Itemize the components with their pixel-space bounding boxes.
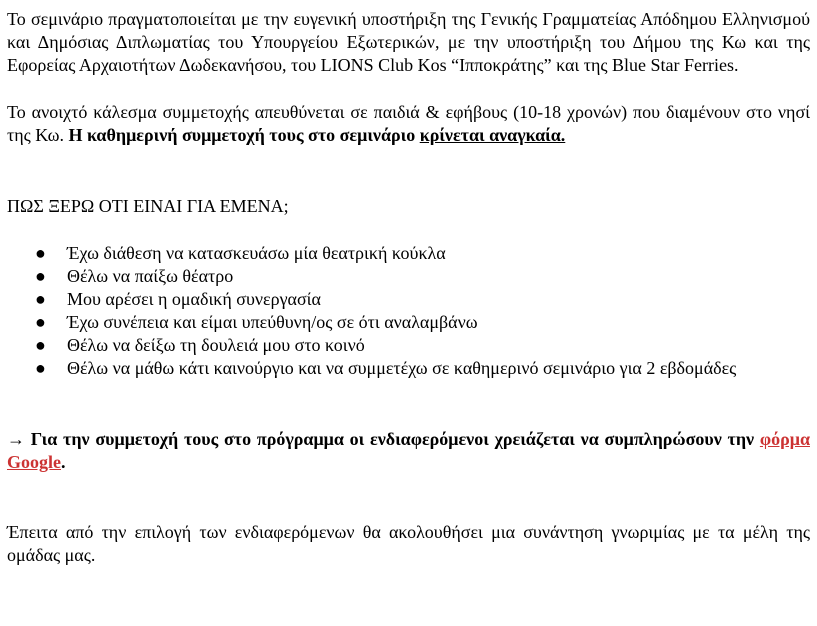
- sponsors-paragraph: Το σεμινάριο πραγματοποιείται με την ευγενική υποστήριξη της Γενικής Γραμματείας Απόδημου Ελληνισμού και Δημόσιας Διπλωματίας του Υπουργείου Εξωτερικών, με την υποστήριξη του Δήμου της Κω και της Εφορείας Αρχαιοτήτων Δωδεκανήσου, του LIONS Club Kos “Ιπποκράτης” και της Blue Star Ferries.: [7, 9, 810, 75]
- form-paragraph-text: Για την συμμετοχή τους στο πρόγραμμα οι ενδιαφερόμενοι χρειάζεται να συμπληρώσουν την: [30, 429, 760, 449]
- form-paragraph: [7, 428, 810, 474]
- section-heading: ΠΩΣ ΞΕΡΩ ΟΤΙ ΕΙΝΑΙ ΓΙΑ ΕΜΕΝΑ;: [7, 196, 289, 216]
- arrow-icon: →: [7, 429, 31, 449]
- call-bold-underlined-text: κρίνεται αναγκαία.: [419, 125, 566, 145]
- list-item: [7, 311, 810, 334]
- list-item: [7, 334, 810, 357]
- google-form-link[interactable]: φόρμα Google: [7, 429, 810, 472]
- list-item: [7, 242, 810, 265]
- form-paragraph-end: .: [61, 452, 66, 472]
- criteria-list: [7, 242, 810, 380]
- final-paragraph: Έπειτα από την επιλογή των ενδιαφερόμενων θα ακολουθήσει μια συνάντηση γνωριμίας με τα μέλη της ομάδας μας.: [7, 522, 810, 565]
- bullet-icon: ●: [35, 335, 46, 355]
- list-item-text: Θέλω να δείξω τη δουλειά μου στο κοινό: [67, 335, 365, 355]
- bullet-icon: ●: [35, 312, 46, 332]
- list-item: [7, 357, 810, 380]
- bullet-icon: ●: [35, 243, 46, 263]
- document-page: [7, 8, 810, 567]
- list-item: [7, 265, 810, 288]
- bullet-icon: ●: [35, 358, 46, 378]
- list-item-text: Έχω διάθεση να κατασκευάσω μία θεατρική κούκλα: [67, 243, 446, 263]
- bullet-icon: ●: [35, 289, 46, 309]
- list-item-text: Έχω συνέπεια και είμαι υπεύθυνη/ος σε ότι αναλαμβάνω: [67, 312, 478, 332]
- list-item-text: Μου αρέσει η ομαδική συνεργασία: [67, 289, 321, 309]
- call-bold-text: Η καθημερινή συμμετοχή τους στο σεμινάριο: [68, 125, 420, 145]
- list-item-text: Θέλω να παίξω θέατρο: [67, 266, 234, 286]
- call-paragraph: [7, 101, 810, 147]
- list-item: [7, 288, 810, 311]
- call-text: Το ανοιχτό κάλεσμα συμμετοχής απευθύνεται σε παιδιά & εφήβους (10-18 χρονών) που διαμένουν στο νησί της Κω.: [7, 102, 810, 145]
- bullet-icon: ●: [35, 266, 46, 286]
- list-item-text: Θέλω να μάθω κάτι καινούργιο και να συμμετέχω σε καθημερινό σεμινάριο για 2 εβδομάδες: [67, 358, 737, 378]
